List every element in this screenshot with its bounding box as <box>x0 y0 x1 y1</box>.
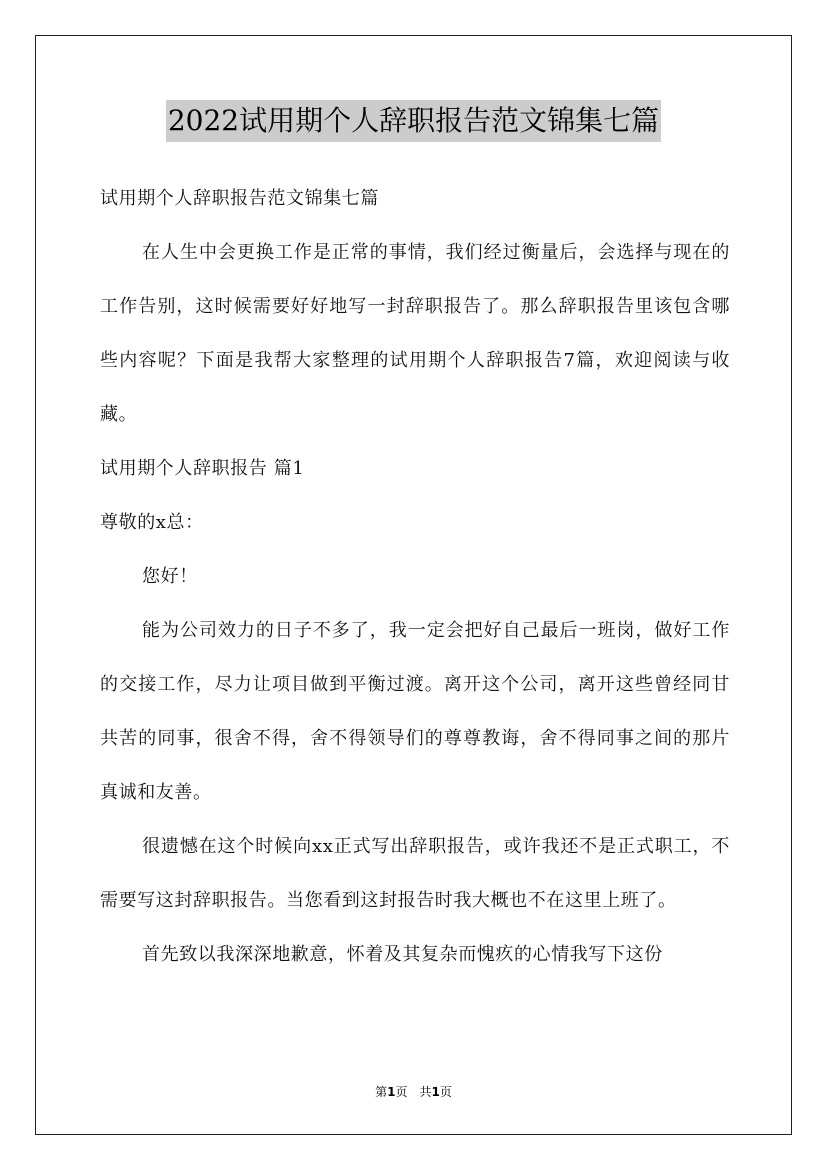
document-title: 2022试用期个人辞职报告范文锦集七篇 <box>166 100 661 142</box>
footer-suffix: 页 <box>439 1085 452 1099</box>
footer-page-current: 1 <box>387 1085 396 1099</box>
paragraph: 很遗憾在这个时候向xx正式写出辞职报告，或许我还不是正式职工，不需要写这封辞职报告。当您看到这封报告时我大概也不在这里上班了。 <box>100 836 730 911</box>
salutation: 尊敬的x总： <box>100 512 204 533</box>
section-heading: 试用期个人辞职报告 篇1 <box>100 458 305 479</box>
page-footer <box>0 1084 827 1100</box>
paragraph: 能为公司效力的日子不多了，我一定会把好自己最后一班岗，做好工作的交接工作，尽力让项目做到平衡过渡。离开这个公司，离开这些曾经同甘共苦的同事，很舍不得，舍不得领导们的尊尊教诲，舍不得同事之间的那片真诚和友善。 <box>100 620 730 803</box>
title-container <box>0 100 827 142</box>
paragraph: 首先致以我深深地歉意，怀着及其复杂而愧疚的心情我写下这份 <box>142 944 663 965</box>
footer-page-total: 1 <box>431 1085 440 1099</box>
footer-prefix: 第 <box>375 1085 388 1099</box>
document-body <box>100 172 730 982</box>
paragraph: 在人生中会更换工作是正常的事情，我们经过衡量后，会选择与现在的工作告别，这时候需要好好地写一封辞职报告了。那么辞职报告里该包含哪些内容呢？下面是我帮大家整理的试用期个人辞职报告7篇，欢迎阅读与收藏。 <box>100 242 730 425</box>
footer-mid: 页 共 <box>395 1085 432 1099</box>
paragraph: 试用期个人辞职报告范文锦集七篇 <box>100 188 379 209</box>
greeting: 您好！ <box>142 566 198 587</box>
